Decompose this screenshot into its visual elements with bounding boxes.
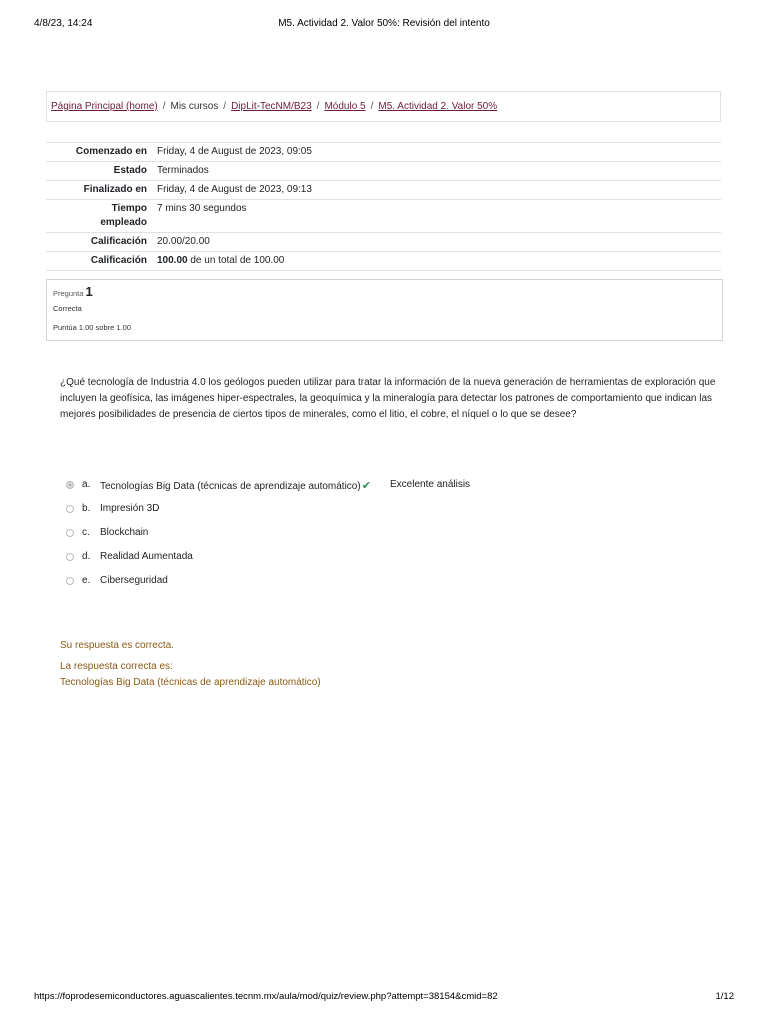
marks-label: Calificación: [46, 233, 153, 252]
breadcrumb-separator: /: [316, 101, 320, 112]
check-icon: ✔: [361, 480, 371, 492]
question-info-box: [46, 279, 723, 341]
outcome-feedback: Su respuesta es correcta.: [60, 640, 174, 651]
answer-feedback: Excelente análisis: [390, 479, 471, 490]
breadcrumb-activity[interactable]: M5. Actividad 2. Valor 50%: [378, 101, 498, 112]
radio-icon[interactable]: [66, 481, 74, 489]
answer-option-a[interactable]: [66, 478, 666, 502]
grade-value-rest: de un total de 100.00: [187, 255, 285, 266]
state-label: Estado: [46, 162, 153, 181]
answer-text: Impresión 3D: [100, 503, 160, 514]
print-page-number: 1/12: [715, 991, 734, 1002]
radio-icon[interactable]: [66, 577, 74, 585]
breadcrumb-course[interactable]: DipLit-TecNM/B23: [231, 101, 312, 112]
right-answer-label: La respuesta correcta es:: [60, 661, 173, 672]
answer-list: [66, 478, 666, 598]
print-url: https://foprodesemiconductores.aguascalientes.tecnm.mx/aula/mod/quiz/review.php?attempt=38154&cmid=82: [34, 991, 498, 1002]
finished-label: Finalizado en: [46, 181, 153, 200]
breadcrumb-separator: /: [370, 101, 374, 112]
question-state: Correcta: [53, 304, 82, 313]
grade-value-bold: 100.00: [157, 255, 188, 266]
answer-letter: e.: [82, 575, 91, 586]
answer-text: Realidad Aumentada: [100, 551, 193, 562]
time-value: 7 mins 30 segundos: [153, 200, 721, 233]
answer-text: Ciberseguridad: [100, 575, 168, 586]
marks-value: 20.00/20.00: [153, 233, 721, 252]
question-number: 1: [85, 284, 93, 299]
radio-icon[interactable]: [66, 553, 74, 561]
print-date: 4/8/23, 14:24: [34, 18, 93, 29]
grade-value: [153, 252, 721, 271]
summary-row-finished: [46, 181, 721, 200]
answer-option-b[interactable]: [66, 502, 666, 526]
answer-option-d[interactable]: [66, 550, 666, 574]
breadcrumb-my-courses: Mis cursos: [170, 101, 219, 112]
state-value: Terminados: [153, 162, 721, 181]
answer-text-label: Tecnologías Big Data (técnicas de aprendizaje automático): [100, 481, 361, 492]
breadcrumb-separator: /: [223, 101, 227, 112]
answer-letter: a.: [82, 479, 91, 490]
radio-icon[interactable]: [66, 505, 74, 513]
radio-icon[interactable]: [66, 529, 74, 537]
answer-text: [100, 479, 371, 492]
answer-option-e[interactable]: [66, 574, 666, 598]
question-number-label: Pregunta: [53, 289, 84, 298]
answer-text: Blockchain: [100, 527, 149, 538]
summary-row-state: [46, 162, 721, 181]
print-title: M5. Actividad 2. Valor 50%: Revisión del intento: [278, 18, 490, 29]
question-text: ¿Qué tecnología de Industria 4.0 los geólogos pueden utilizar para tratar la información de la nueva generación de herramientas de exploración que incluyen la geofísica, las imágenes hiper-espectrales, la geoquímica y la mineralogía para detectar los patrones de comportamiento que indican las mejores posibilidades de presencia de ciertos tipos de minerales, como el litio, el cobre, el níquel o lo que se desee?: [60, 377, 716, 420]
started-label: Comenzado en: [46, 143, 153, 162]
time-label: [46, 200, 153, 233]
answer-letter: c.: [82, 527, 90, 538]
right-answer: Tecnologías Big Data (técnicas de aprendizaje automático): [60, 677, 321, 688]
answer-letter: b.: [82, 503, 91, 514]
attempt-summary-table: [46, 142, 721, 271]
grade-label: Calificación: [46, 252, 153, 271]
summary-row-time: [46, 200, 721, 233]
summary-row-started: [46, 143, 721, 162]
time-label-line1: Tiempo: [111, 203, 147, 214]
time-label-line2: empleado: [100, 217, 147, 228]
started-value: Friday, 4 de August de 2023, 09:05: [153, 143, 721, 162]
breadcrumb-home[interactable]: Página Principal (home): [51, 101, 158, 112]
answer-option-c[interactable]: [66, 526, 666, 550]
summary-row-marks: [46, 233, 721, 252]
print-header: [34, 18, 734, 32]
question-grade: Puntúa 1.00 sobre 1.00: [53, 323, 131, 332]
breadcrumb-separator: /: [162, 101, 166, 112]
question-outcome: [60, 638, 720, 691]
breadcrumb-module[interactable]: Módulo 5: [324, 101, 366, 112]
breadcrumb: [46, 91, 721, 122]
finished-value: Friday, 4 de August de 2023, 09:13: [153, 181, 721, 200]
answer-letter: d.: [82, 551, 91, 562]
summary-row-grade: [46, 252, 721, 271]
